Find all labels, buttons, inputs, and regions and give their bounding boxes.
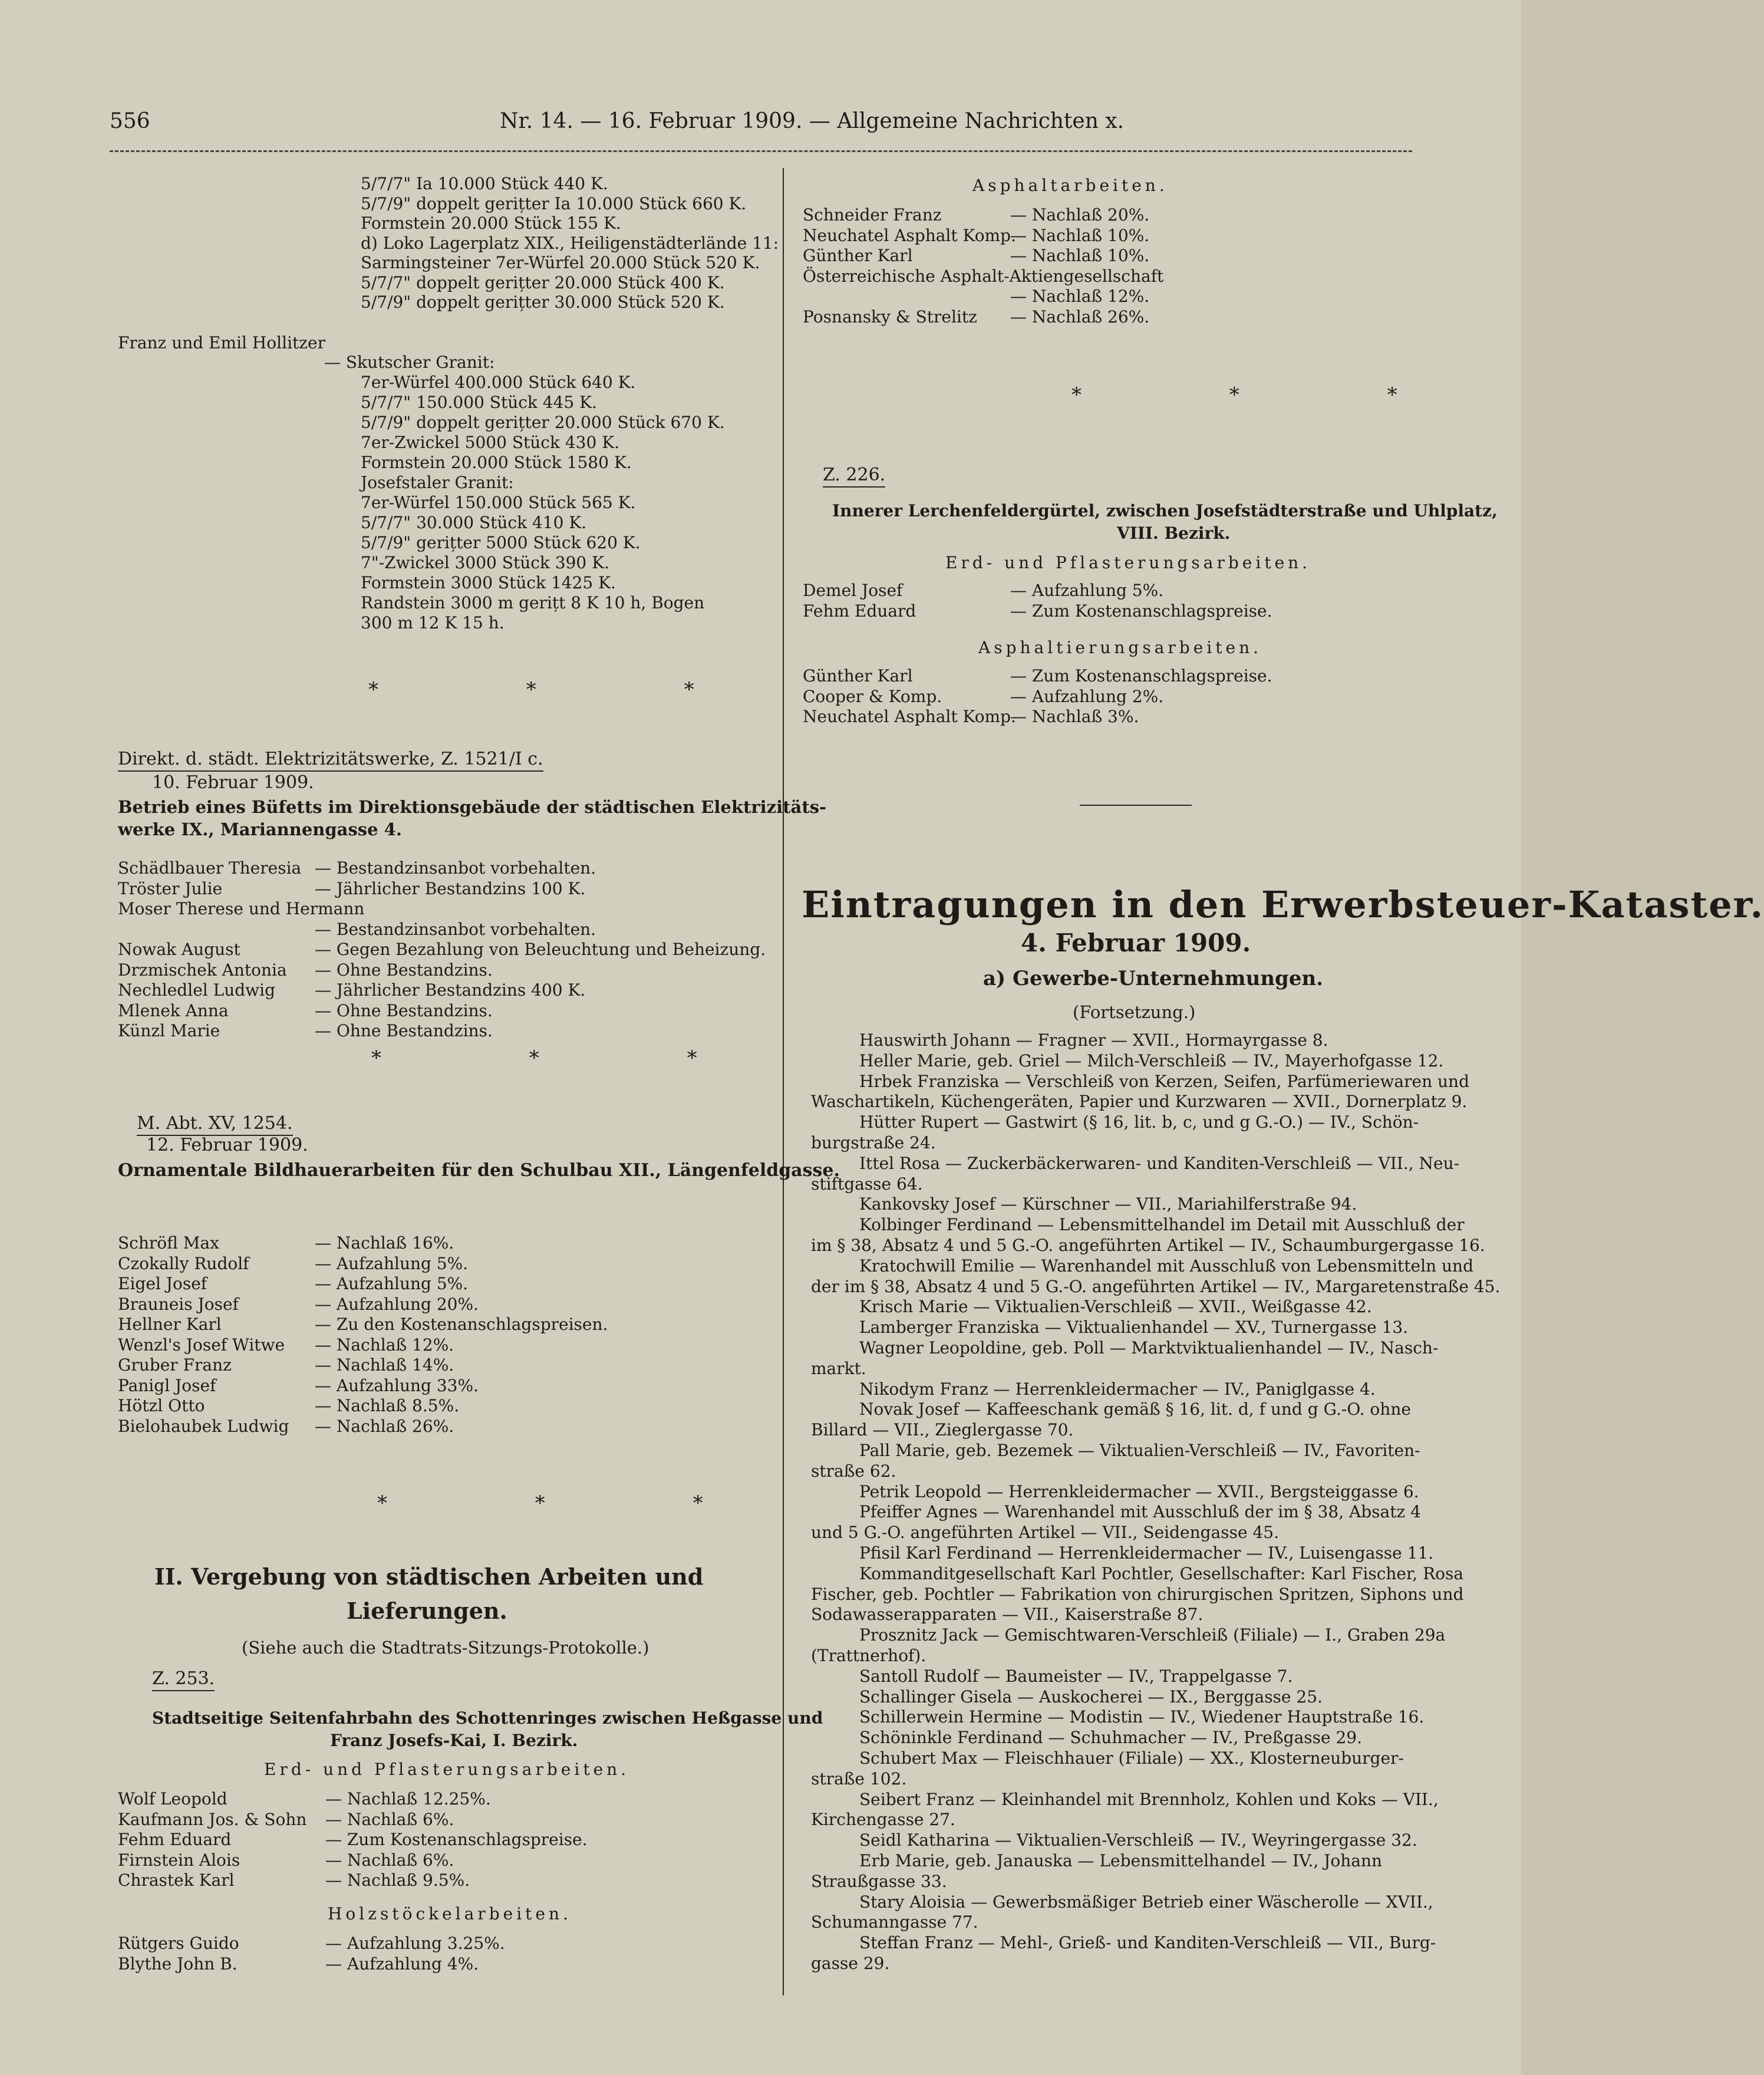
bidder-name: Demel Josef [803,581,903,600]
kataster-date: 4. Februar 1909. [1021,928,1251,957]
kataster-entry-line: Pfeiffer Agnes — Warenhandel mit Ausschluß der im § 38, Absatz 4 [859,1502,1421,1522]
kataster-entry-line: Schumanngasse 77. [811,1912,978,1932]
text-line: d) Loko Lagerplatz XIX., Heiligenstädterlände 11: [361,233,779,253]
section-c-note: (Siehe auch die Stadtrats-Sitzungs-Protokolle.) [242,1638,649,1658]
kataster-entry-line: Pfisil Karl Ferdinand — Herrenkleidermacher — IV., Luisengasse 11. [859,1543,1434,1563]
separator-stars: * * * [371,1046,768,1070]
section-b-date: 12. Februar 1909. [146,1135,308,1155]
kataster-entry-line: Seidl Katharina — Viktualien-Verschleiß — IV., Weyringergasse 32. [859,1830,1417,1850]
kataster-entry-line: stiftgasse 64. [811,1174,923,1194]
bid-result: — Zu den Kostenanschlagspreisen. [315,1315,608,1334]
bidder-name: Günther Karl [803,246,913,265]
kataster-entry-line: straße 102. [811,1768,907,1789]
kataster-entry-line: Erb Marie, geb. Janauska — Lebensmittelhandel — IV., Johann [859,1851,1383,1870]
kataster-entry-line: Stary Aloisia — Gewerbsmäßiger Betrieb einer Wäscherolle — XVII., [859,1892,1433,1912]
section-c-title-line2: Lieferungen. [347,1598,507,1624]
bid-result: — Nachlaß 10%. [1010,225,1150,245]
price-line: Randstein 3000 m gerițt 8 K 10 h, Bogen [361,593,705,612]
bidder-name: Tröster Julie [118,878,223,898]
bidder-name: Cooper & Komp. [803,686,942,706]
bid-result: — Nachlaß 26%. [1010,307,1150,327]
price-line: 300 m 12 K 15 h. [361,613,505,633]
bid-result: — Ohne Bestandzins. [315,1021,493,1040]
bidder-name: Neuchatel Asphalt Komp. [803,707,1016,726]
kataster-entry-line: Seibert Franz — Kleinhandel mit Brennholz, Kohlen und Koks — VII., [859,1789,1439,1809]
bidder-name: Brauneis Josef [118,1294,239,1314]
z226-heading-earth: Erd- und Pflasterungsarbeiten. [945,553,1311,572]
header-divider [110,150,1412,152]
bidder-name: Chrastek Karl [118,1870,235,1890]
bid-result: — Aufzahlung 33%. [315,1375,479,1395]
bid-result: — Aufzahlung 5%. [315,1274,469,1293]
bidder-name: Blythe John B. [118,1954,238,1974]
bidder-name: Gruber Franz [118,1355,232,1375]
bidder-name: Hötzl Otto [118,1396,205,1415]
bid-result: — Ohne Bestandzins. [315,1000,493,1020]
text-line: Formstein 20.000 Stück 155 K. [361,213,621,233]
bidder-name: Österreichische Asphalt-Aktiengesellschaft [803,266,1164,286]
bidder-name: Firnstein Alois [118,1850,240,1870]
kataster-entry-line: Kolbinger Ferdinand — Lebensmittelhandel im Detail mit Ausschluß der [859,1215,1465,1235]
bidder-name: Moser Therese und Hermann [118,899,365,918]
bid-result: — Zum Kostenanschlagspreise. [1010,601,1272,621]
separator-stars: * * * [368,678,765,701]
kataster-entry-line: Billard — VII., Zieglergasse 70. [811,1420,1074,1440]
kataster-entry-line: Novak Josef — Kaffeeschank gemäß § 16, lit. d, f und g G.-O. ohne [859,1399,1411,1419]
text-line: 5/7/9" doppelt gerițter 30.000 Stück 520 K. [361,292,725,312]
bidder-name: Fehm Eduard [118,1830,232,1849]
bidder-name: Fehm Eduard [803,601,916,621]
section-title-line: Stadtseitige Seitenfahrbahn des Schottenringes zwischen Heßgasse und [152,1708,823,1728]
text-line: 5/7/7" Ia 10.000 Stück 440 K. [361,174,608,193]
bidder-name: Posnansky & Strelitz [803,307,977,327]
section-c-heading-wood: Holzstöckelarbeiten. [328,1904,572,1924]
kataster-entry-line: im § 38, Absatz 4 und 5 G.-O. angeführten Artikel — IV., Schaumburgergasse 16. [811,1236,1485,1255]
kataster-entry-line: Ittel Rosa — Zuckerbäckerwaren- und Kanditen-Verschleiß — VII., Neu- [859,1153,1460,1173]
kataster-entry-line: Petrik Leopold — Herrenkleidermacher — XVII., Bergsteiggasse 6. [859,1481,1419,1501]
bid-result: — Aufzahlung 2%. [1010,686,1164,706]
bidder-name: Künzl Marie [118,1021,220,1040]
bidder-name: Nowak August [118,940,240,959]
bid-result: — Bestandzinsanbot vorbehalten. [315,858,596,878]
bid-result: — Ohne Bestandzins. [315,960,493,980]
kataster-entry-line: Heller Marie, geb. Griel — Milch-Verschleiß — IV., Mayerhofgasse 12. [859,1050,1444,1071]
bid-result: — Zum Kostenanschlagspreise. [1010,666,1272,686]
kataster-entry-line: Krisch Marie — Viktualien-Verschleiß — XVII., Weißgasse 42. [859,1297,1372,1317]
bidder-name: Panigl Josef [118,1375,216,1395]
bidder-name: Nechledlel Ludwig [118,980,276,1000]
kataster-entry-line: Pall Marie, geb. Bezemek — Viktualien-Verschleiß — IV., Favoriten- [859,1441,1420,1460]
kataster-entry-line: Schallinger Gisela — Auskocherei — IX., Berggasse 25. [859,1687,1323,1707]
kataster-entry-line: Schillerwein Hermine — Modistin — IV., Wiedener Hauptstraße 16. [859,1707,1425,1727]
price-line: 7er-Zwickel 5000 Stück 430 K. [361,433,620,452]
page-header-title: Nr. 14. — 16. Februar 1909. — Allgemeine Nachrichten x. [500,109,1125,133]
kataster-entry-line: markt. [811,1358,866,1378]
section-c-ref: Z. 253. [152,1668,215,1691]
bidder-name: Schröfl Max [118,1233,219,1253]
section-title-line: Betrieb eines Büfetts im Direktionsgebäude der städtischen Elektrizitäts- [118,797,827,817]
bidder-name: Czokally Rudolf [118,1253,249,1273]
bid-result: — Jährlicher Bestandzins 400 K. [315,980,586,1000]
bidder-name: Hellner Karl [118,1315,222,1334]
price-line: Josefstaler Granit: [361,473,514,492]
kataster-subtitle: a) Gewerbe-Unternehmungen. [983,967,1324,990]
kataster-entry-line: (Trattnerhof). [811,1646,926,1665]
bid-result: — Nachlaß 10%. [1010,246,1150,265]
price-line: 7er-Würfel 150.000 Stück 565 K. [361,493,636,512]
page-number: 556 [110,109,150,133]
bid-result: — Aufzahlung 3.25%. [325,1934,505,1953]
kataster-entry-line: Straußgasse 33. [811,1871,947,1891]
price-line: 5/7/9" gerițter 5000 Stück 620 K. [361,533,641,552]
z226-ref: Z. 226. [823,465,885,488]
kataster-continuation: (Fortsetzung.) [1073,1002,1196,1022]
bidder-name: Neuchatel Asphalt Komp. [803,225,1016,245]
kataster-entry-line: Santoll Rudolf — Baumeister — IV., Trappelgasse 7. [859,1666,1293,1686]
bidder-name: Bielohaubek Ludwig [118,1416,289,1436]
price-line: 5/7/7" 150.000 Stück 445 K. [361,393,597,412]
bid-result: — Nachlaß 3%. [1010,707,1139,726]
kataster-entry-line: Sodawasserapparaten — VII., Kaiserstraße 87. [811,1605,1204,1625]
section-title-line: VIII. Bezirk. [1117,523,1231,543]
bidder-name: Rütgers Guido [118,1934,239,1953]
text-line: Sarmingsteiner 7er-Würfel 20.000 Stück 520 K. [361,253,760,272]
price-line: 5/7/9" doppelt gerițter 20.000 Stück 670 K. [361,413,725,432]
section-title-line: Franz Josefs-Kai, I. Bezirk. [330,1731,578,1750]
kataster-entry-line: straße 62. [811,1461,896,1481]
separator-stars: * * * [1071,383,1468,407]
bidder-name: Mlenek Anna [118,1000,229,1020]
section-title-line: Innerer Lerchenfeldergürtel, zwischen Josefstädterstraße und Uhlplatz, [832,501,1498,521]
kataster-entry-line: Kankovsky Josef — Kürschner — VII., Mariahilferstraße 94. [859,1194,1357,1214]
kataster-entry-line: und 5 G.-O. angeführten Artikel — VII., Seidengasse 45. [811,1523,1279,1543]
bidder-name: Wenzl's Josef Witwe [118,1335,285,1355]
bidder-name: Eigel Josef [118,1274,207,1293]
bid-result: — Aufzahlung 5%. [1010,581,1164,600]
separator-stars: * * * [377,1491,774,1515]
bidder-name: Kaufmann Jos. & Sohn [118,1809,307,1829]
bid-result: — Jährlicher Bestandzins 100 K. [315,878,586,898]
kataster-entry-line: Lamberger Franziska — Viktualienhandel — XV., Turnergasse 13. [859,1318,1409,1338]
kataster-entry-line: Prosznitz Jack — Gemischtwaren-Verschleiß (Filiale) — I., Graben 29a [859,1625,1446,1645]
kataster-entry-line: Fischer, geb. Pochtler — Fabrikation von chirurgischen Spritzen, Siphons und [811,1584,1464,1604]
supplier-name: Franz und Emil Hollitzer [118,333,325,353]
kataster-entry-line: Wagner Leopoldine, geb. Poll — Marktviktualienhandel — IV., Nasch- [859,1338,1439,1358]
kataster-title: Eintragungen in den Erwerbsteuer-Kataster. [802,883,1764,926]
kataster-entry-line: Waschartikeln, Küchengeräten, Papier und Kurzwaren — XVII., Dornerplatz 9. [811,1092,1468,1112]
price-line: — Skutscher Granit: [324,353,495,372]
bid-result: — Nachlaß 9.5%. [325,1870,470,1890]
kataster-entry-line: der im § 38, Absatz 4 und 5 G.-O. angeführten Artikel — IV., Margaretenstraße 45. [811,1276,1501,1296]
section-c-title-line1: II. Vergebung von städtischen Arbeiten und [154,1563,704,1590]
bid-result: — Aufzahlung 5%. [315,1253,469,1273]
text-line: 5/7/9" doppelt gerițter Ia 10.000 Stück 660 K. [361,193,747,213]
section-b-ref: M. Abt. XV, 1254. [137,1113,293,1136]
section-divider [1080,805,1192,806]
price-line: 5/7/7" 30.000 Stück 410 K. [361,513,587,532]
bid-result: — Nachlaß 8.5%. [315,1396,460,1415]
text-line: 5/7/7" doppelt gerițter 20.000 Stück 400 K. [361,272,725,292]
kataster-entry-line: Nikodym Franz — Herrenkleidermacher — IV., Paniglgasse 4. [859,1379,1376,1399]
bid-result: — Nachlaß 6%. [325,1850,454,1870]
kataster-entry-line: Kommanditgesellschaft Karl Pochtler, Gesellschafter: Karl Fischer, Rosa [859,1563,1464,1583]
bid-result: — Zum Kostenanschlagspreise. [325,1830,588,1849]
bidder-name: Drzmischek Antonia [118,960,287,980]
bid-result: — Nachlaß 26%. [315,1416,454,1436]
bid-result: — Nachlaß 16%. [315,1233,454,1253]
kataster-entry-line: Schubert Max — Fleischhauer (Filiale) — XX., Klosterneuburger- [859,1748,1404,1768]
asphalt-heading: Asphaltarbeiten. [972,176,1168,195]
bidder-name: Günther Karl [803,666,913,686]
kataster-entry-line: Hütter Rupert — Gastwirt (§ 16, lit. b, c, und g G.-O.) — IV., Schön- [859,1112,1419,1132]
section-title-line: werke IX., Mariannengasse 4. [118,819,402,839]
z226-heading-asphalt: Asphaltierungsarbeiten. [978,638,1262,657]
bid-result: — Aufzahlung 20%. [315,1294,479,1314]
kataster-entry-line: Hrbek Franziska — Verschleiß von Kerzen, Seifen, Parfümeriewaren und [859,1071,1470,1091]
bid-result: — Nachlaß 12%. [315,1335,454,1355]
kataster-entry-line: burgstraße 24. [811,1133,936,1152]
kataster-entry-line: Hauswirth Johann — Fragner — XVII., Hormayrgasse 8. [859,1030,1328,1050]
bid-result: — Nachlaß 6%. [325,1809,454,1829]
section-a-ref: Direkt. d. städt. Elektrizitätswerke, Z. 1521/I c. [118,749,543,772]
kataster-entry-line: Kirchengasse 27. [811,1810,955,1830]
kataster-entry-line: Steffan Franz — Mehl-, Grieß- und Kanditen-Verschleiß — VII., Burg- [859,1933,1436,1953]
price-line: 7"-Zwickel 3000 Stück 390 K. [361,553,609,572]
bid-result: — Nachlaß 14%. [315,1355,454,1375]
bid-result: — Nachlaß 12%. [1010,286,1150,306]
kataster-entry-line: Kratochwill Emilie — Warenhandel mit Ausschluß von Lebensmitteln und [859,1256,1474,1276]
bidder-name: Schädlbauer Theresia [118,858,302,878]
section-a-date: 10. Februar 1909. [152,772,314,793]
section-c-heading-earth: Erd- und Pflasterungsarbeiten. [264,1760,630,1779]
bid-result: — Gegen Bezahlung von Beleuchtung und Beheizung. [315,940,766,959]
price-line: 7er-Würfel 400.000 Stück 640 K. [361,373,636,392]
bidder-name: Wolf Leopold [118,1789,227,1809]
bid-result: — Nachlaß 12.25%. [325,1789,491,1809]
bidder-name: Schneider Franz [803,205,942,225]
section-b-title: Ornamentale Bildhauerarbeiten für den Schulbau XII., Längenfeldgasse. [118,1160,840,1181]
bid-result: — Bestandzinsanbot vorbehalten. [315,919,596,939]
bid-result: — Aufzahlung 4%. [325,1954,479,1974]
price-line: Formstein 20.000 Stück 1580 K. [361,453,632,472]
price-line: Formstein 3000 Stück 1425 K. [361,573,616,592]
kataster-entry-line: Schöninkle Ferdinand — Schuhmacher — IV., Preßgasse 29. [859,1728,1363,1748]
bid-result: — Nachlaß 20%. [1010,205,1150,225]
kataster-entry-line: gasse 29. [811,1954,890,1973]
